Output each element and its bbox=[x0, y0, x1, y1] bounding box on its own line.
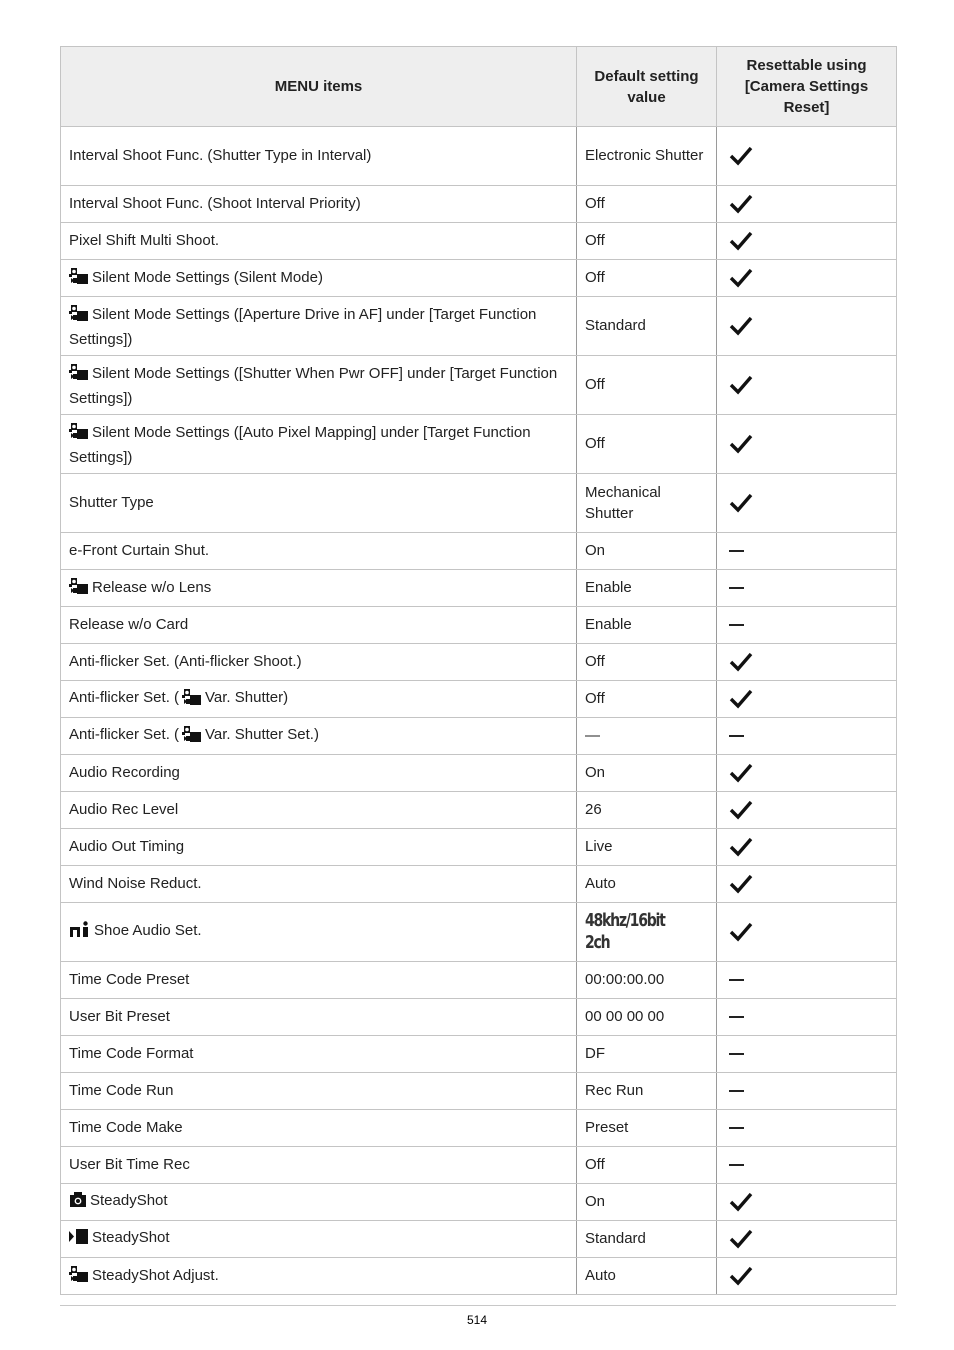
default-value: Off bbox=[585, 1156, 605, 1174]
default-value: Off bbox=[585, 269, 605, 287]
default-value: 00 00 00 00 bbox=[585, 1008, 665, 1026]
resettable-cell bbox=[717, 829, 897, 866]
menu-item-label: Shutter Type bbox=[69, 494, 154, 512]
still-movie-icon bbox=[182, 686, 202, 713]
resettable-cell bbox=[717, 127, 897, 186]
menu-item-label: Silent Mode Settings ([Aperture Drive in AF] under [Target Function Settings]) bbox=[69, 306, 537, 348]
menu-item-label: Silent Mode Settings ([Auto Pixel Mapping] under [Target Function Settings]) bbox=[69, 424, 531, 466]
default-value: Rec Run bbox=[585, 1082, 644, 1100]
default-value-cell bbox=[577, 999, 717, 1036]
default-value-cell bbox=[577, 1184, 717, 1221]
table-row bbox=[61, 356, 897, 415]
menu-item-label: Audio Out Timing bbox=[69, 838, 185, 856]
default-value: 48khz/16bit 2ch bbox=[585, 910, 665, 953]
menu-item-label: User Bit Preset bbox=[69, 1008, 170, 1026]
resettable-cell bbox=[717, 903, 897, 962]
checkmark-icon bbox=[729, 801, 753, 818]
table-row bbox=[61, 755, 897, 792]
checkmark-icon bbox=[729, 653, 753, 670]
default-value-cell bbox=[577, 533, 717, 570]
table-row bbox=[61, 474, 897, 533]
menu-item-label: Time Code Run bbox=[69, 1082, 174, 1100]
default-value-cell bbox=[577, 1036, 717, 1073]
default-value-cell bbox=[577, 755, 717, 792]
menu-item-label: Anti-flicker Set. (Anti-flicker Shoot.) bbox=[69, 653, 302, 671]
default-value: On bbox=[585, 1193, 606, 1211]
default-value: Enable bbox=[585, 579, 632, 597]
menu-item-label: Release w/o Lens bbox=[92, 578, 212, 596]
default-value-cell bbox=[577, 644, 717, 681]
checkmark-icon bbox=[729, 838, 753, 855]
resettable-cell bbox=[717, 1258, 897, 1295]
resettable-cell bbox=[717, 1036, 897, 1073]
default-value: Live bbox=[585, 838, 613, 856]
menu-item-cell bbox=[61, 681, 577, 718]
dash-icon bbox=[729, 979, 744, 981]
default-value: Auto bbox=[585, 1267, 616, 1285]
menu-item-cell bbox=[61, 1147, 577, 1184]
default-value-cell bbox=[577, 356, 717, 415]
menu-item-label: Time Code Format bbox=[69, 1045, 194, 1063]
default-value: Off bbox=[585, 232, 605, 250]
still-movie-icon bbox=[69, 420, 89, 447]
dash-icon bbox=[729, 1127, 744, 1129]
menu-item-label: SteadyShot bbox=[90, 1191, 168, 1209]
table-row bbox=[61, 127, 897, 186]
default-value: Auto bbox=[585, 875, 616, 893]
menu-item-cell bbox=[61, 644, 577, 681]
checkmark-icon bbox=[729, 764, 753, 781]
resettable-cell bbox=[717, 792, 897, 829]
table-row bbox=[61, 533, 897, 570]
menu-item-label: e-Front Curtain Shut. bbox=[69, 542, 210, 560]
table-row bbox=[61, 903, 897, 962]
default-value: Preset bbox=[585, 1119, 629, 1137]
dash-icon bbox=[729, 1053, 744, 1055]
resettable-cell bbox=[717, 1073, 897, 1110]
default-value: 00:00:00.00 bbox=[585, 971, 665, 989]
table-row bbox=[61, 607, 897, 644]
dash-icon bbox=[729, 1016, 744, 1018]
resettable-cell bbox=[717, 186, 897, 223]
table-row bbox=[61, 866, 897, 903]
table-row bbox=[61, 1147, 897, 1184]
default-value: Off bbox=[585, 653, 605, 671]
table-row bbox=[61, 829, 897, 866]
menu-item-label-suffix: Var. Shutter Set.) bbox=[205, 725, 319, 743]
resettable-cell bbox=[717, 718, 897, 755]
default-value-cell bbox=[577, 829, 717, 866]
default-value: Standard bbox=[585, 1230, 646, 1248]
still-movie-icon bbox=[69, 361, 89, 388]
menu-item-cell bbox=[61, 999, 577, 1036]
checkmark-icon bbox=[729, 494, 753, 511]
dash-icon bbox=[729, 1090, 744, 1092]
default-value: Off bbox=[585, 195, 605, 213]
menu-item-cell bbox=[61, 755, 577, 792]
resettable-cell bbox=[717, 999, 897, 1036]
menu-item-cell bbox=[61, 607, 577, 644]
resettable-cell bbox=[717, 260, 897, 297]
resettable-cell bbox=[717, 223, 897, 260]
menu-item-label: Silent Mode Settings (Silent Mode) bbox=[92, 268, 323, 286]
resettable-cell bbox=[717, 866, 897, 903]
table-row bbox=[61, 186, 897, 223]
header-menu-items: MENU items bbox=[61, 47, 577, 127]
default-value: Standard bbox=[585, 317, 646, 335]
menu-item-cell bbox=[61, 1258, 577, 1295]
table-row bbox=[61, 223, 897, 260]
menu-item-cell bbox=[61, 415, 577, 474]
menu-item-label: Wind Noise Reduct. bbox=[69, 875, 202, 893]
table-header-row bbox=[61, 47, 897, 127]
checkmark-icon bbox=[729, 376, 753, 393]
menu-item-cell bbox=[61, 474, 577, 533]
menu-item-label: Audio Recording bbox=[69, 764, 180, 782]
checkmark-icon bbox=[729, 875, 753, 892]
checkmark-icon bbox=[729, 435, 753, 452]
checkmark-icon bbox=[729, 147, 753, 164]
resettable-cell bbox=[717, 1184, 897, 1221]
menu-item-label: Anti-flicker Set. ( bbox=[69, 725, 180, 743]
menu-item-cell bbox=[61, 570, 577, 607]
default-value-cell bbox=[577, 792, 717, 829]
table-row bbox=[61, 792, 897, 829]
menu-item-label: Silent Mode Settings ([Shutter When Pwr OFF] under [Target Function Settings]) bbox=[69, 365, 558, 407]
menu-item-cell bbox=[61, 260, 577, 297]
default-value: 26 bbox=[585, 801, 602, 819]
checkmark-icon bbox=[729, 690, 753, 707]
footer-divider bbox=[60, 1305, 896, 1306]
default-value-cell bbox=[577, 1258, 717, 1295]
menu-item-label: Audio Rec Level bbox=[69, 801, 179, 819]
resettable-cell bbox=[717, 644, 897, 681]
default-value-cell bbox=[577, 474, 717, 533]
default-value: Off bbox=[585, 690, 605, 708]
menu-item-cell bbox=[61, 1073, 577, 1110]
default-value: Off bbox=[585, 376, 605, 394]
checkmark-icon bbox=[729, 317, 753, 334]
default-value-cell bbox=[577, 570, 717, 607]
menu-item-cell bbox=[61, 1184, 577, 1221]
checkmark-icon bbox=[729, 195, 753, 212]
default-value: Off bbox=[585, 435, 605, 453]
table-row bbox=[61, 1184, 897, 1221]
camera-icon bbox=[69, 1191, 87, 1215]
checkmark-icon bbox=[729, 232, 753, 249]
menu-item-cell bbox=[61, 297, 577, 356]
menu-item-label: Time Code Make bbox=[69, 1119, 183, 1137]
default-value-cell bbox=[577, 718, 717, 755]
menu-item-cell bbox=[61, 792, 577, 829]
menu-item-cell bbox=[61, 1036, 577, 1073]
dash-icon bbox=[729, 587, 744, 589]
default-value: On bbox=[585, 764, 606, 782]
default-value: — bbox=[585, 727, 600, 745]
menu-item-cell bbox=[61, 1221, 577, 1258]
checkmark-icon bbox=[729, 923, 753, 940]
table-row bbox=[61, 1036, 897, 1073]
default-value-cell bbox=[577, 1147, 717, 1184]
default-value-cell bbox=[577, 127, 717, 186]
table-row bbox=[61, 962, 897, 999]
menu-item-cell bbox=[61, 533, 577, 570]
default-value-cell bbox=[577, 1221, 717, 1258]
default-value-cell bbox=[577, 866, 717, 903]
table-row bbox=[61, 415, 897, 474]
still-movie-icon bbox=[69, 265, 89, 292]
mi-shoe-icon bbox=[69, 921, 91, 945]
dash-icon bbox=[729, 1164, 744, 1166]
menu-item-cell bbox=[61, 223, 577, 260]
resettable-cell bbox=[717, 681, 897, 718]
default-value: Enable bbox=[585, 616, 632, 634]
menu-item-label: Time Code Preset bbox=[69, 971, 190, 989]
resettable-cell bbox=[717, 297, 897, 356]
default-value-cell bbox=[577, 297, 717, 356]
default-value-cell bbox=[577, 1110, 717, 1147]
resettable-cell bbox=[717, 607, 897, 644]
checkmark-icon bbox=[729, 1267, 753, 1284]
default-value: Electronic Shutter bbox=[585, 147, 704, 165]
checkmark-icon bbox=[729, 269, 753, 286]
table-row bbox=[61, 1110, 897, 1147]
menu-item-label: Pixel Shift Multi Shoot. bbox=[69, 232, 220, 250]
menu-item-cell bbox=[61, 186, 577, 223]
resettable-cell bbox=[717, 1110, 897, 1147]
header-default-value: Default setting value bbox=[577, 47, 717, 127]
menu-item-cell bbox=[61, 1110, 577, 1147]
menu-item-label: Anti-flicker Set. ( bbox=[69, 688, 180, 706]
resettable-cell bbox=[717, 570, 897, 607]
resettable-cell bbox=[717, 755, 897, 792]
still-movie-icon bbox=[69, 302, 89, 329]
resettable-cell bbox=[717, 533, 897, 570]
still-movie-icon bbox=[182, 723, 202, 750]
table-row bbox=[61, 1073, 897, 1110]
table-row bbox=[61, 260, 897, 297]
menu-item-cell bbox=[61, 356, 577, 415]
still-movie-icon bbox=[69, 1263, 89, 1290]
table-row bbox=[61, 1221, 897, 1258]
default-value-cell bbox=[577, 186, 717, 223]
table-row bbox=[61, 681, 897, 718]
resettable-cell bbox=[717, 415, 897, 474]
menu-item-label: Interval Shoot Func. (Shoot Interval Priority) bbox=[69, 195, 361, 213]
menu-item-cell bbox=[61, 962, 577, 999]
dash-icon bbox=[729, 550, 744, 552]
default-value: Mechanical Shutter bbox=[585, 483, 661, 522]
menu-item-cell bbox=[61, 127, 577, 186]
resettable-cell bbox=[717, 356, 897, 415]
resettable-cell bbox=[717, 962, 897, 999]
menu-item-label: Shoe Audio Set. bbox=[94, 921, 202, 939]
default-value-cell bbox=[577, 260, 717, 297]
dash-icon bbox=[729, 735, 744, 737]
table-row bbox=[61, 999, 897, 1036]
default-value-cell bbox=[577, 1073, 717, 1110]
resettable-cell bbox=[717, 1147, 897, 1184]
menu-item-label: User Bit Time Rec bbox=[69, 1156, 190, 1174]
still-movie-icon bbox=[69, 575, 89, 602]
default-value-cell bbox=[577, 962, 717, 999]
menu-item-label: SteadyShot Adjust. bbox=[92, 1266, 219, 1284]
dash-icon bbox=[729, 624, 744, 626]
menu-item-cell bbox=[61, 718, 577, 755]
default-value: On bbox=[585, 542, 606, 560]
table-row bbox=[61, 570, 897, 607]
menu-item-cell bbox=[61, 829, 577, 866]
table-row bbox=[61, 1258, 897, 1295]
checkmark-icon bbox=[729, 1193, 753, 1210]
menu-item-cell bbox=[61, 903, 577, 962]
menu-items-table bbox=[60, 46, 897, 1295]
menu-item-cell bbox=[61, 866, 577, 903]
table-row bbox=[61, 297, 897, 356]
default-value: DF bbox=[585, 1045, 605, 1063]
table-row bbox=[61, 718, 897, 755]
default-value-cell bbox=[577, 903, 717, 962]
resettable-cell bbox=[717, 1221, 897, 1258]
default-value-cell bbox=[577, 415, 717, 474]
movie-icon bbox=[69, 1228, 89, 1252]
header-resettable: Resettable using [Camera Settings Reset] bbox=[717, 47, 897, 127]
page-number: 514 bbox=[466, 1313, 488, 1327]
menu-item-label: SteadyShot bbox=[92, 1228, 170, 1246]
table-row bbox=[61, 644, 897, 681]
default-value-cell bbox=[577, 223, 717, 260]
menu-item-label-suffix: Var. Shutter) bbox=[205, 688, 289, 706]
default-value-cell bbox=[577, 607, 717, 644]
default-value-cell bbox=[577, 681, 717, 718]
menu-item-label: Release w/o Card bbox=[69, 616, 189, 634]
checkmark-icon bbox=[729, 1230, 753, 1247]
resettable-cell bbox=[717, 474, 897, 533]
menu-item-label: Interval Shoot Func. (Shutter Type in Interval) bbox=[69, 147, 372, 165]
